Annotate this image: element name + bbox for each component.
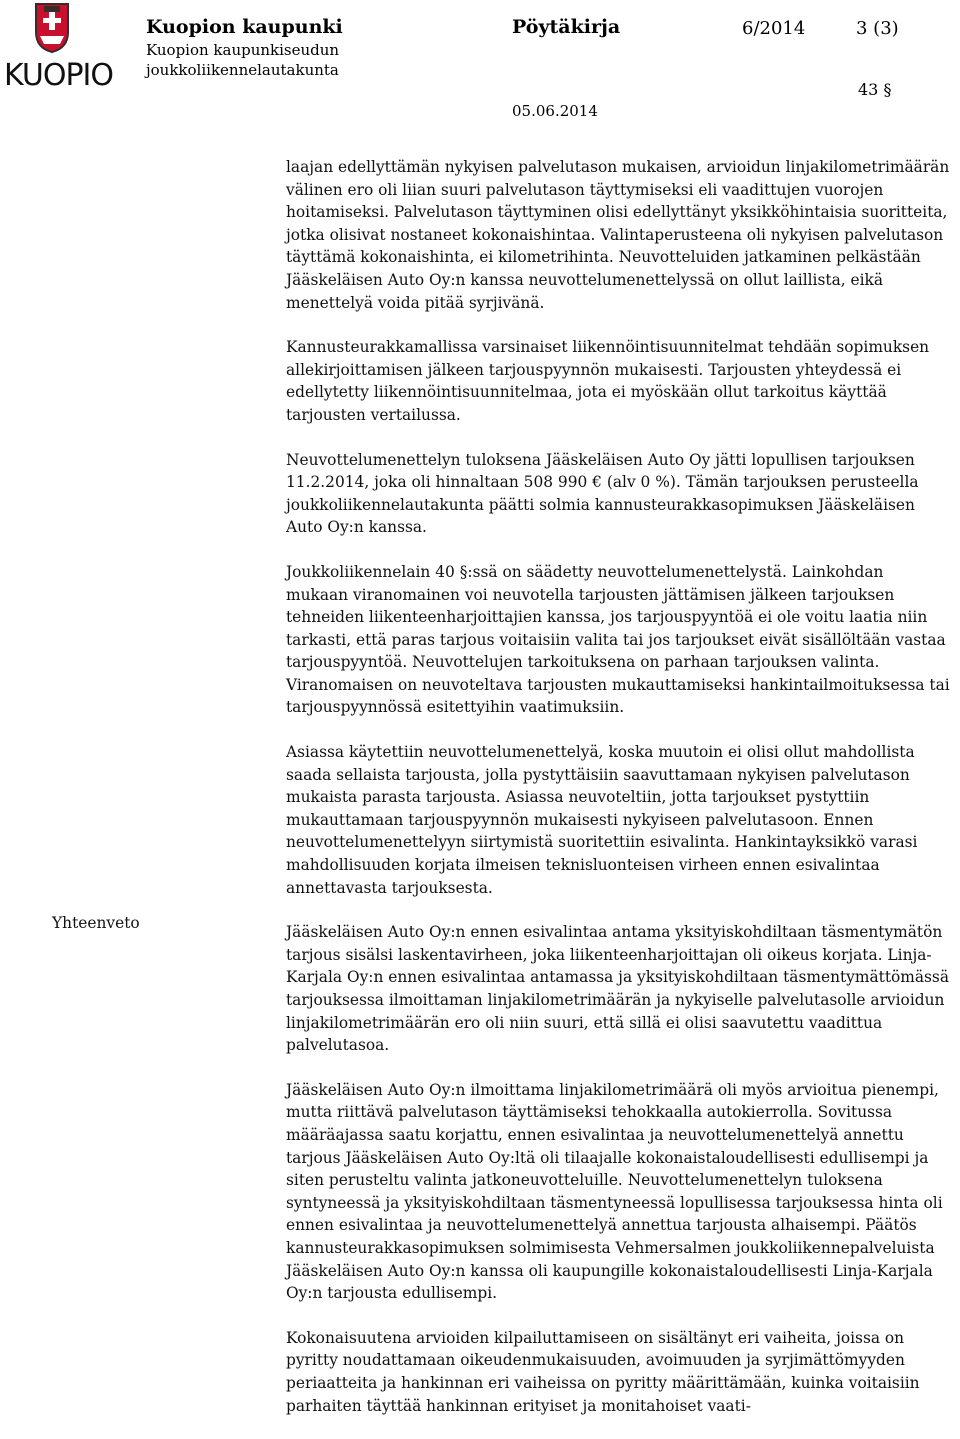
document-body [286, 156, 950, 1439]
paragraph: Jääskeläisen Auto Oy:n ilmoittama linjakilometrimäärä oli myös arvioitua pienempi, mutta riittävä palvelutason täyttämiseksi tehokkaalla autokierrolla. Sovitussa määräajassa saatu korjattu, ennen esivalintaa ja neuvottelumenettelyä annettu tarjous Jääskeläisen Auto Oy:ltä oli tilaajalle kokonaistaloudellisesti edullisempi ja siten perusteltu valinta jatkoneuvotteluille. Neuvottelumenettelyn tuloksena syntyneessä ja yksityiskohdiltaan täsmentyneessä lopullisessa tarjouksessa hinta oli ennen esivalintaa ja neuvottelumenettelyä annettua tarjousta alhaisempi. Päätös kannusteurakkasopimuksen solmimisesta Vehmersalmen joukkoliikennepalveluista Jääskeläisen Auto Oy:n kanssa oli kaupungille kokonaistaloudellisesti Linja-Karjala Oy:n tarjousta edullisempi. [286, 1080, 943, 1303]
document-type: Pöytäkirja [512, 16, 621, 38]
logo-wordmark: KUOPIO [4, 58, 113, 93]
paragraph: Neuvottelumenettelyn tuloksena Jääskeläisen Auto Oy jätti lopullisen tarjouksen 11.2.2014, joka oli hinnaltaan 508 990 € (alv 0 %). Tämän tarjouksen perusteella joukkoliikennelautakunta päätti solmia kannusteurakkasopimuksen Jääskeläisen Auto Oy:n kanssa. [286, 450, 919, 537]
paragraph: Kannusteurakkamallissa varsinaiset liikennöintisuunnitelmat tehdään sopimuksen allekirjoittamisen jälkeen tarjouspyynnön mukaisesti. Tarjousten yhteydessä ei edellytetty liikennöintisuunnitelmaa, jota ei myöskään ollut tarkoitus käyttää tarjousten vertailussa. [286, 338, 930, 424]
paragraph: laajan edellyttämän nykyisen palvelutason mukaisen, arvioidun linjakilometrimäärän välinen ero oli liian suuri palvelutason täyttymiseksi eli vaadittujen vuorojen hoitamiseksi. Palvelutason täyttyminen olisi edellyttänyt yksikköhintaisia suoritteita, jotka olisivat nostaneet kokonaishintaa. Valintaperusteena oli nykyisen palvelutason täyttämä kokonaishinta, ei kilometrihinta. Neuvotteluiden jatkaminen pelkästään Jääskeläisen Auto Oy:n kanssa neuvottelumenettelyssä on ollut laillista, eikä menettelyä voida pitää syrjivänä. [286, 158, 950, 312]
coat-of-arms-icon [34, 2, 70, 54]
side-label-summary: Yhteenveto [52, 914, 140, 932]
paragraph: Asiassa käytettiin neuvottelumenettelyä, koska muutoin ei olisi ollut mahdollista saada sellaista tarjousta, jolla pystyttäisiin saavuttamaan nykyisen palvelutason mukaista parasta tarjousta. Asiassa neuvoteltiin, jotta tarjoukset pystyttiin mukauttamaan tarjouspyynnön mukaisesti nykyiseen palvelutasoon. Ennen neuvottelumenettelyyn siirtymistä suoritettiin esivalinta. Hankintayksikkö varasi mahdollisuuden korjata ilmeisen teknisluonteisen virheen ennen esivalintaa annettavasta tarjouksesta. [286, 743, 918, 897]
paragraph: Jääskeläisen Auto Oy:n ennen esivalintaa antama yksityiskohdiltaan täsmentymätön tarjous sisälsi laskentavirheen, joka liikenteenharjoittajan oli oikeus korjata. Linja-Karjala Oy:n ennen esivalintaa antamassa ja yksityiskohdiltaan täsmentymättömässä tarjouksessa ilmoittaman linjakilometrimäärän ja nykyiselle palvelutasolle arvioidun linjakilometrimäärän ero oli niin suuri, että sillä ei olisi saavutettu vaadittua palvelutasoa. [286, 923, 950, 1055]
meeting-date: 05.06.2014 [512, 102, 598, 120]
paragraph: Kokonaisuutena arvioiden kilpailuttamiseen on sisältänyt eri vaiheita, joissa on pyritty noudattamaan oikeudenmukaisuuden, avoimuuden ja syrjimättömyyden periaatteita ja hankinnan eri vaiheissa on pyritty määrittämään, kuinka voitaisiin parhaiten täyttää hankinnan erityiset ja monitahoiset vaati- [286, 1328, 920, 1415]
organization-subname-line1: Kuopion kaupunkiseudun [146, 41, 340, 59]
kuopio-logo [4, 2, 113, 98]
organization-name: Kuopion kaupunki [146, 16, 343, 38]
section-number: 43 § [858, 80, 892, 99]
organization-subname-line2: joukkoliikennelautakunta [146, 61, 339, 79]
page-number: 3 (3) [856, 18, 899, 39]
paragraph: Joukkoliikennelain 40 §:ssä on säädetty neuvottelumenettelystä. Lainkohdan mukaan viranomainen voi neuvotella tarjousten jättämisen jälkeen tarjouksen tehneiden liikenteenharjoittajien kanssa, jos tarjouspyyntöä ei ole voitu laatia niin tarkasti, että paras tarjous voitaisiin valita tai jos tarjoukset eivät sisällöltään vastaa tarjouspyyntöä. Neuvottelujen tarkoituksena on parhaan tarjouksen valinta. Viranomaisen on neuvoteltava tarjousten mukauttamiseksi hankintailmoituksessa tai tarjouspyynnössä esitettyihin vaatimuksiin. [286, 562, 950, 717]
document-number: 6/2014 [742, 18, 806, 39]
